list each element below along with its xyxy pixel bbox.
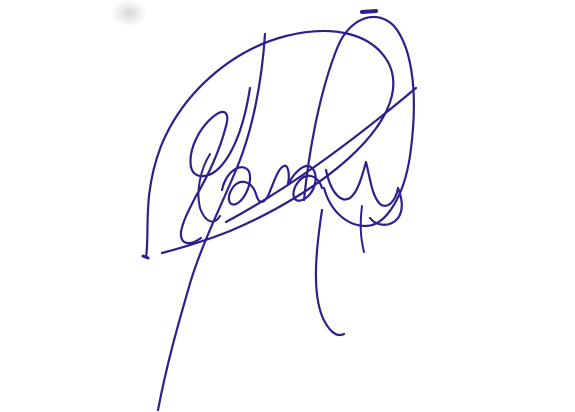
signature-descender-right <box>316 210 344 335</box>
signature-start-dot <box>143 256 148 258</box>
signature-strokes <box>143 11 416 410</box>
signature-letter-y <box>326 162 402 225</box>
signature-tail-stroke <box>361 206 364 252</box>
signature-top-mark <box>362 11 376 12</box>
